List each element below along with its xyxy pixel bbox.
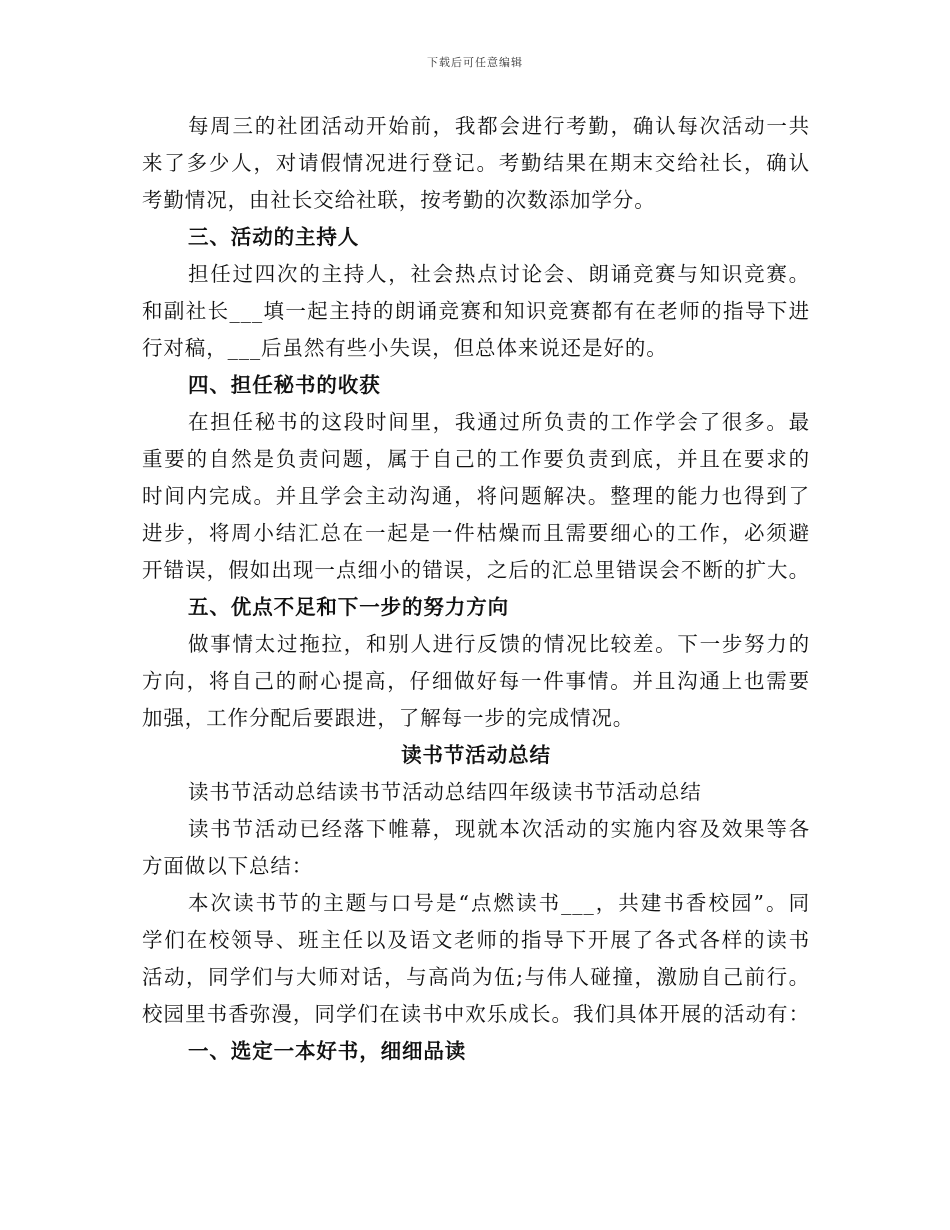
section-title: 读书节活动总结	[401, 743, 551, 767]
section-heading: 四、担任秘书的收获	[188, 373, 381, 397]
text-line: 开错误，假如出现一点细小的错误，之后的汇总里错误会不断的扩大。	[142, 558, 810, 582]
text-line: 方向，将自己的耐心提高，仔细做好每一件事情。并且沟通上也需要	[142, 669, 810, 693]
text-line: 读书节活动已经落下帷幕，现就本次活动的实施内容及效果等各	[188, 817, 810, 841]
text-line: 方面做以下总结：	[142, 854, 314, 878]
text-line: 加强，工作分配后要跟进，了解每一步的完成情况。	[142, 706, 635, 730]
text-line: 在担任秘书的这段时间里，我通过所负责的工作学会了很多。最	[188, 410, 810, 434]
text-line: 重要的自然是负责问题，属于自己的工作要负责到底，并且在要求的	[142, 447, 810, 471]
text-line: 担任过四次的主持人，社会热点讨论会、朗诵竞赛与知识竞赛。	[188, 262, 810, 286]
text-line: 读书节活动总结读书节活动总结四年级读书节活动总结	[188, 780, 702, 804]
text-line: 行对稿，___后虽然有些小失误，但总体来说还是好的。	[142, 336, 668, 360]
text-line: 进步，将周小结汇总在一起是一件枯燥而且需要细心的工作，必须避	[142, 521, 810, 545]
text-line: 校园里书香弥漫，同学们在读书中欢乐成长。我们具体开展的活动有：	[142, 1002, 810, 1026]
text-line: 学们在校领导、班主任以及语文老师的指导下开展了各式各样的读书	[142, 928, 810, 952]
text-line: 来了多少人，对请假情况进行登记。考勤结果在期末交给社长，确认	[142, 151, 810, 175]
section-heading: 一、选定一本好书，细细品读	[188, 1039, 467, 1063]
section-heading: 三、活动的主持人	[188, 225, 360, 249]
text-line: 本次读书节的主题与口号是“点燃读书___，共建书香校园”。同	[188, 891, 810, 915]
text-line: 每周三的社团活动开始前，我都会进行考勤，确认每次活动一共	[188, 114, 810, 138]
document-body	[142, 108, 810, 1070]
section-heading: 五、优点不足和下一步的努力方向	[188, 595, 509, 619]
text-line: 和副社长___填一起主持的朗诵竞赛和知识竞赛都有在老师的指导下进	[142, 299, 810, 323]
text-line: 做事情太过拖拉，和别人进行反馈的情况比较差。下一步努力的	[188, 632, 810, 656]
page-header-note: 下载后可任意编辑	[427, 56, 523, 69]
text-line: 考勤情况，由社长交给社联，按考勤的次数添加学分。	[142, 188, 656, 212]
text-line: 活动，同学们与大师对话，与高尚为伍;与伟人碰撞，激励自己前行。	[142, 965, 810, 989]
text-line: 时间内完成。并且学会主动沟通，将问题解决。整理的能力也得到了	[142, 484, 810, 508]
